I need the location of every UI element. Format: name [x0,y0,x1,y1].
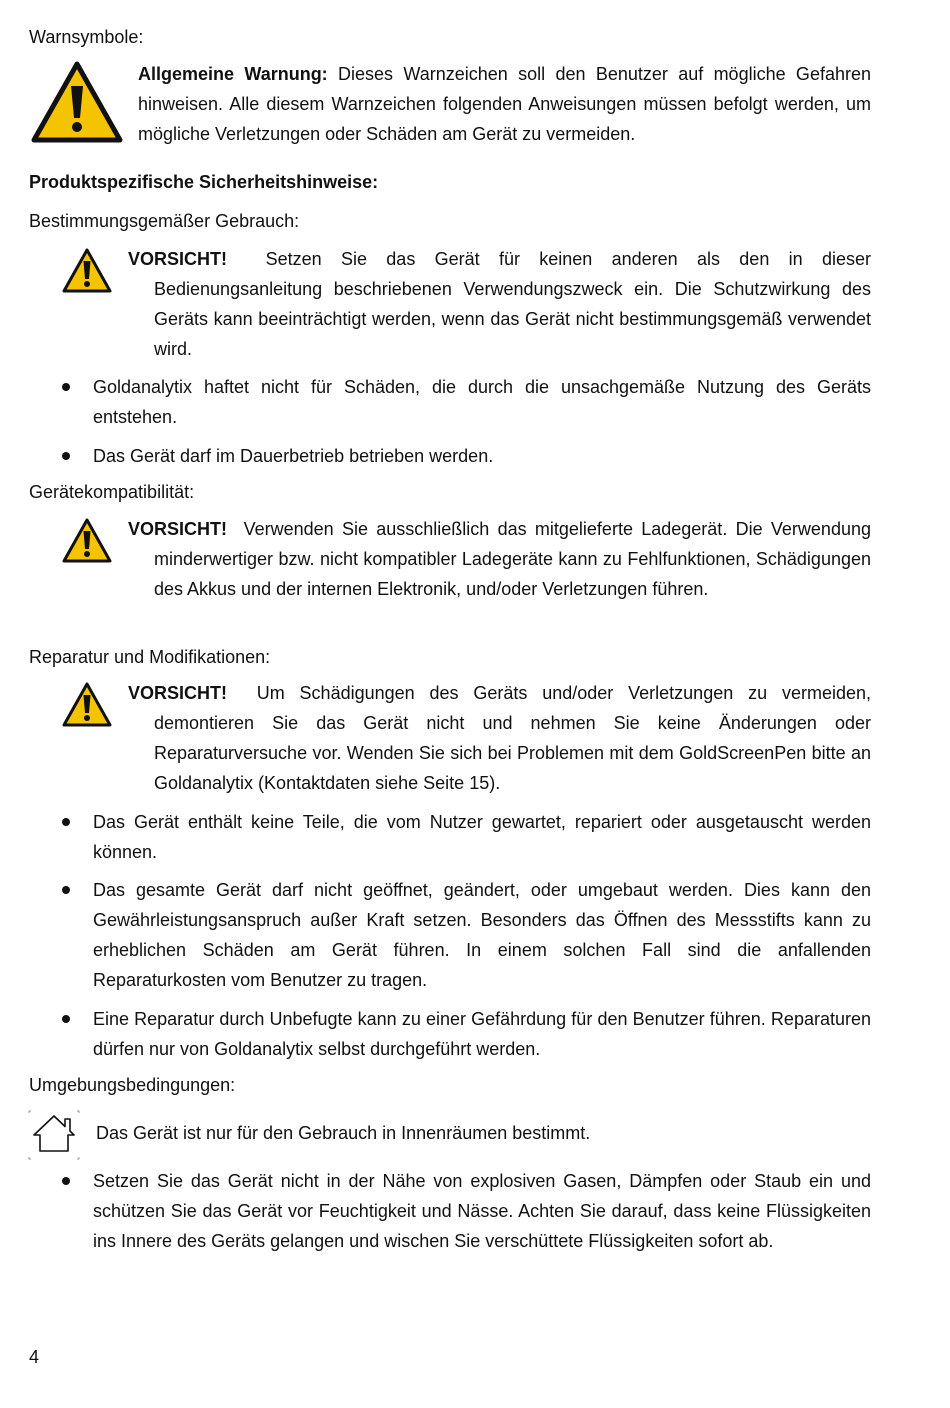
caution-label: VORSICHT! [128,249,227,269]
bullet-icon [62,1177,70,1185]
kompatibilitaet-caution [128,514,871,604]
list-item: Setzen Sie das Gerät nicht in der Nähe von explosiven Gasen, Dämpfen oder Staub ein und schützen Sie das Gerät vor Feuchtigkeit und Nässe. Achten Sie darauf, dass keine Flüssigkeiten ins Innere des Geräts gelangen und wischen Sie verschüttete Flüssigkeiten sofort ab. [93,1171,871,1251]
umgebung-heading: Umgebungsbedingungen: [29,1075,236,1095]
bullet-icon [62,452,70,460]
list-item: Das gesamte Gerät darf nicht geöffnet, geändert, oder umgebaut werden. Dies kann den Gewährleistungsanspruch außer Kraft setzen. Besonders das Öffnen des Messstifts kann zu erheblichen Schäden am Gerät führen. In einem solchen Fall sind die anfallenden Reparaturkosten vom Benutzer zu tragen. [93,880,871,990]
kompatibilitaet-heading: Gerätekompatibilität: [29,482,195,502]
caution-text: Um Schädigungen des Geräts und/oder Verletzungen zu vermeiden, demontieren Sie das Gerät nicht und nehmen Sie keine Änderungen oder Reparaturversuche vor. Wenden Sie sich bei Problemen mit dem GoldScreenPen bitte an Goldanalytix (Kontaktdaten siehe Seite 15). [154,683,871,793]
bullet-icon [62,383,70,391]
list-item: Goldanalytix haftet nicht für Schäden, die durch die unsachgemäße Nutzung des Geräts entstehen. [93,377,871,427]
bestimmung-heading: Bestimmungsgemäßer Gebrauch: [29,211,300,231]
general-warning-label: Allgemeine Warnung: [138,64,328,84]
produkt-heading: Produktspezifische Sicherheitshinweise: [29,172,379,192]
general-warning-text: Dieses Warnzeichen soll den Benutzer auf mögliche Gefahren hinweisen. Alle diesem Warnzeichen folgenden Anweisungen müssen befolgt werden, um mögliche Verletzungen oder Schäden am Gerät zu vermeiden. [138,64,871,144]
bestimmung-caution [128,244,871,364]
list-item: Eine Reparatur durch Unbefugte kann zu einer Gefährdung für den Benutzer führen. Reparaturen dürfen nur von Goldanalytix selbst durchgeführt werden. [93,1009,871,1059]
indoor-use-text: Das Gerät ist nur für den Gebrauch in Innenräumen bestimmt. [96,1123,591,1143]
bullet-icon [62,818,70,826]
caution-triangle-icon [61,681,113,728]
bullet-icon [62,886,70,894]
caution-text: Setzen Sie das Gerät für keinen anderen als den in dieser Bedienungsanleitung beschriebenen Verwendungszweck ein. Die Schutzwirkung des Geräts kann beeinträchtigt werden, wenn das Gerät nicht bestimmungsgemäß verwendet wird. [154,249,871,359]
warning-triangle-icon [30,60,124,144]
caution-triangle-icon [61,517,113,564]
house-icon [28,1110,80,1160]
caution-label: VORSICHT! [128,519,227,539]
general-warning-paragraph [138,59,871,149]
caution-label: VORSICHT! [128,683,227,703]
page-number: 4 [29,1347,40,1367]
reparatur-heading: Reparatur und Modifikationen: [29,647,271,667]
list-item: Das Gerät enthält keine Teile, die vom Nutzer gewartet, repariert oder ausgetauscht werden können. [93,812,871,862]
list-item: Das Gerät darf im Dauerbetrieb betrieben werden. [93,446,494,466]
warnsymbole-heading: Warnsymbole: [29,27,144,47]
caution-triangle-icon [61,247,113,294]
caution-text: Verwenden Sie ausschließlich das mitgelieferte Ladegerät. Die Verwendung minderwertiger bzw. nicht kompatibler Ladegeräte kann zu Fehlfunktionen, Schädigungen des Akkus und der internen Elektronik, und/oder Verletzungen führen. [154,519,871,599]
reparatur-caution [128,678,871,798]
bullet-icon [62,1015,70,1023]
